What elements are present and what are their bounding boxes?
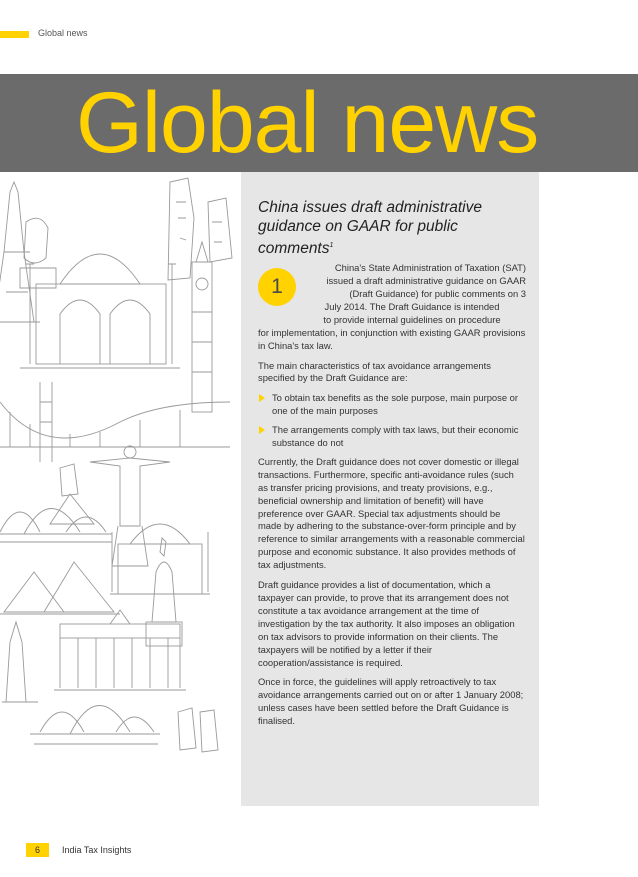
intro-line: issued a draft administrative guidance on GAAR [326,275,526,287]
moai-heads-illustration [50,464,94,524]
world-landmarks-illustration [0,172,240,812]
bust-illustration [20,218,56,288]
pyramids-illustration [0,562,120,614]
scope-paragraph: Currently, the Draft guidance does not cover domestic or illegal transactions. Furthermore, specific anti-avoidance rules (such as transfer pricing provisions, and treaty provisions, e.g., beneficial ownership and limitation of benefit) will have preference over GAAR. Special tax adjustments should be made by adhering to the substance-over-form principle and by reference to similar arrangements with a reasonable commercial purpose and economic substance. It also provides methods of tax adjustments. [258,455,525,571]
tower-illustration [0,182,40,322]
section-label: Global news [38,28,88,38]
small-taj-mahal-illustration [110,524,210,594]
bridge-illustration [0,382,230,462]
article-number-badge: 1 [258,268,296,306]
intro-line: (Draft Guidance) for public comments on 3 [349,287,526,299]
intro-line: China's State Administration of Taxation (SAT) [334,262,526,274]
title-footnote: 1 [329,242,334,249]
bullet-arrow-icon [259,426,265,434]
page-number: 6 [26,843,49,857]
characteristics-intro: The main characteristics of tax avoidance arrangements specified by the Draft Guidance are: [258,359,491,384]
publication-name: India Tax Insights [62,845,132,855]
list-item: The arrangements comply with tax laws, but their economic substance do not [258,424,526,450]
intro-continuation: for implementation, in conjunction with existing GAAR provisions in China's tax law. [258,326,526,351]
christ-statue-illustration [90,446,170,566]
liberty-statue-illustration [146,538,182,646]
intro-line: to provide internal guidelines on procedure [323,313,501,325]
moai-bottom-illustration [178,708,218,752]
clock-tower-illustration [192,242,212,412]
characteristics-list [258,392,526,450]
article-content [258,198,526,735]
documentation-paragraph: Draft guidance provides a list of documentation, which a taxpayer can provide, to prove that its arrangement does not constitute a tax avoidance arrangement at the time of investigation by the tax authority. It also imposes an obligation on tax advisors to provide information on their clients. The taxpayers will be notified by a letter if their cooperation/assistance is required. [258,579,515,668]
article-title: China issues draft administrative guidance on GAAR for public comments$^1$ [258,199,482,258]
opera-house-illustration [0,508,112,542]
opera-house-bottom-illustration [30,705,160,744]
banner-title: Global news [76,75,539,171]
intro-line: July 2014. The Draft Guidance is intended [324,300,500,312]
taj-mahal-illustration [20,254,180,368]
bullet-arrow-icon [259,394,265,402]
article-intro [258,262,526,327]
moai-head-illustration [168,178,232,280]
retroactive-paragraph: Once in force, the guidelines will apply retroactively to tax avoidance arrangements carried out on or after 1 January 2008; unless cases have been settled before the Draft Guidance is finalised. [258,676,524,727]
statue-left-illustration [2,622,38,702]
list-item: To obtain tax benefits as the sole purpose, main purpose or one of the main purposes [258,392,526,418]
section-accent-bar [0,31,29,38]
